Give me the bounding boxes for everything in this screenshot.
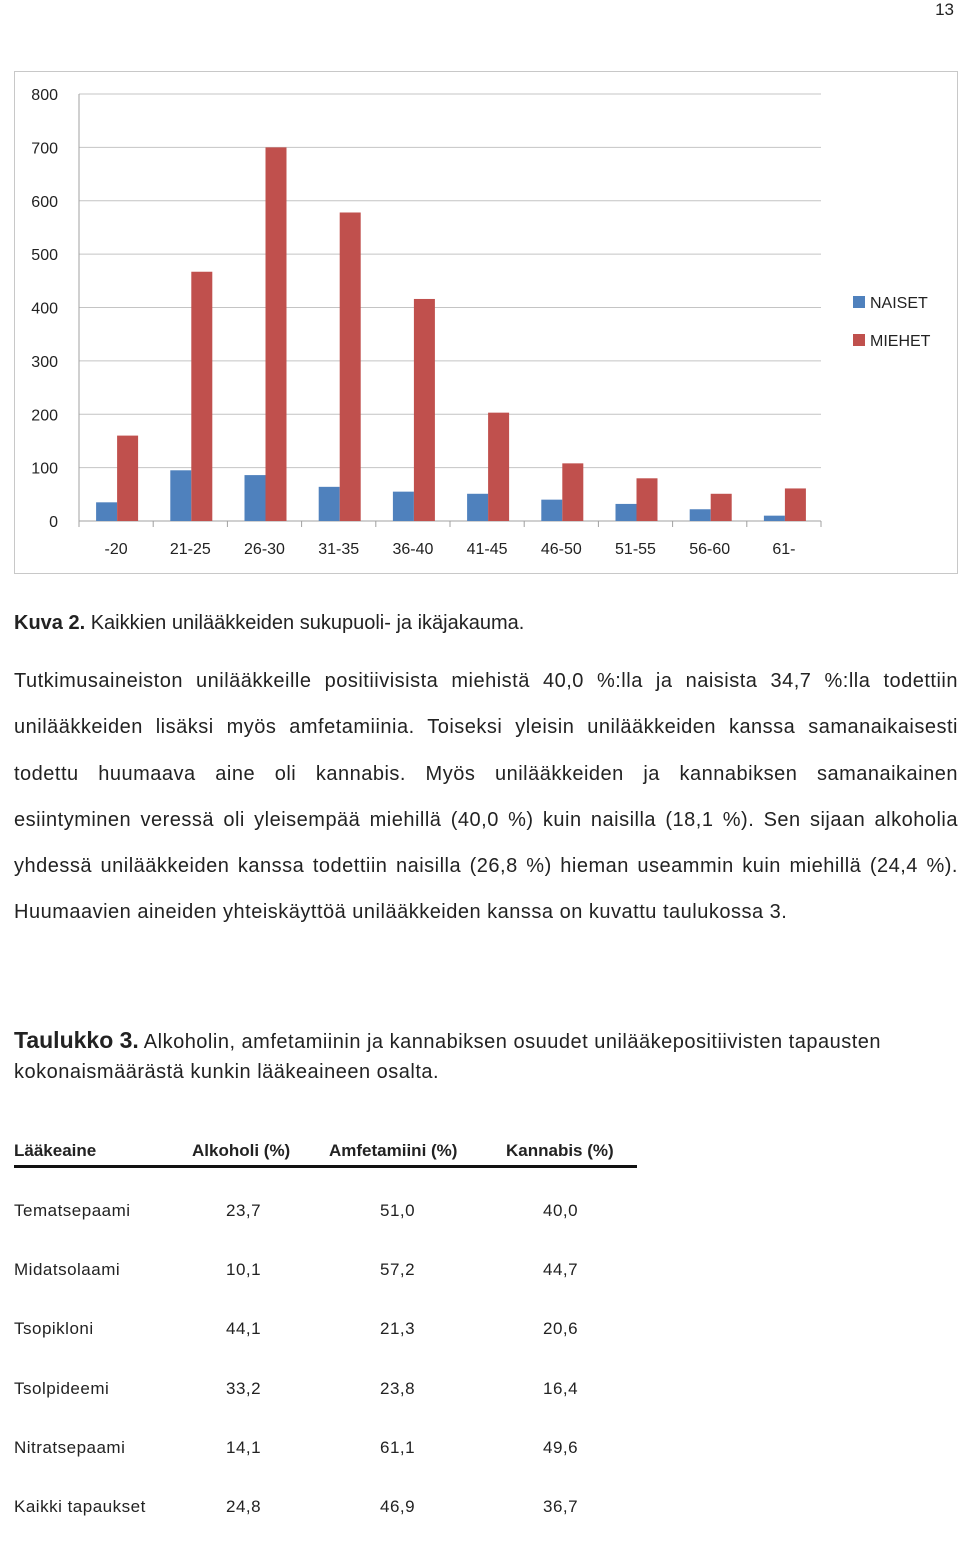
table-header-row [14,1139,637,1168]
legend-swatch [853,296,865,308]
y-tick-label: 200 [31,407,58,425]
figure-caption-label: Kuva 2. [14,612,86,634]
y-tick-label: 0 [49,514,58,531]
table-cell: 24,8 [226,1496,262,1516]
chart-frame [14,71,958,574]
table-row [14,1497,637,1556]
bar-miehet [562,463,583,521]
table-title-label: Taulukko 3. [14,1027,139,1053]
bar-miehet [414,299,435,521]
y-tick-label: 700 [31,140,58,158]
bar-miehet [488,413,509,521]
bar-miehet [711,494,732,521]
table-cell: 61,1 [380,1437,416,1457]
bar-naiset [467,494,488,521]
y-tick-label: 800 [31,87,58,104]
table-cell: 46,9 [380,1496,416,1516]
table-header-cell: Kannabis (%) [506,1141,614,1160]
legend-label: NAISET [870,295,928,312]
table-header-cell: Lääkeaine [14,1141,97,1160]
table-row [14,1260,637,1319]
table-cell: Tsolpideemi [14,1378,110,1398]
body-paragraph: Tutkimusaineiston unilääkkeille positiivisista miehistä 40,0 %:lla ja naisista 34,7 %:lla todettiin unilääkkeiden lisäksi myös amfetamiinia. Toiseksi yleisin unilääkkeiden kanssa samanaikaisesti todettu huumaava aine oli kannabis. Myös unilääkkeiden ja kannabiksen samanaikainen esiintyminen veressä oli yleisempää miehillä (40,0 %) kuin naisilla (18,1 %). Sen sijaan alkoholia yhdessä unilääkkeiden kanssa todettiin naisilla (26,8 %) hieman useammin kuin miehillä (24,4 %). Huumaavien aineiden yhteiskäyttöä unilääkkeiden kanssa on kuvattu taulukossa 3. [14,670,958,924]
x-tick-label: 61- [772,541,796,558]
bar-miehet [191,272,212,521]
x-tick-label: 21-25 [169,541,211,558]
bar-miehet [637,478,658,521]
table-cell: Midatsolaami [14,1260,121,1280]
table-cell: 44,1 [226,1319,262,1339]
y-tick-label: 500 [31,247,58,265]
y-tick-label: 100 [31,460,58,478]
table-title [14,1025,958,1087]
table-header-cell: Amfetamiini (%) [329,1141,458,1160]
x-tick-label: 26-30 [244,541,285,558]
legend-label: MIEHET [870,333,931,350]
data-table [14,1139,637,1556]
figure-caption [14,612,524,635]
figure-caption-text: Kaikkien unilääkkeiden sukupuoli- ja ikäjakauma. [85,612,525,634]
table-row [14,1319,637,1378]
bar-miehet [785,488,806,521]
table-cell: 21,3 [380,1319,416,1339]
table-cell: 36,7 [543,1496,579,1516]
table-cell: 14,1 [226,1437,262,1457]
bar-naiset [541,500,562,521]
table-cell: 49,6 [543,1437,579,1457]
table-cell: 20,6 [543,1319,579,1339]
bar-miehet [266,147,287,521]
table-title-text: Alkoholin, amfetamiinin ja kannabiksen osuudet unilääkepositiivisten tapausten kokonaismäärästä kunkin lääkeaineen osalta. [14,1031,881,1083]
x-tick-label: 41-45 [466,541,508,558]
bar-naiset [616,504,637,521]
legend-swatch [853,334,865,346]
bar-naiset [245,475,266,521]
table-cell: 10,1 [226,1260,262,1280]
y-tick-label: 400 [31,300,58,318]
table-row [14,1379,637,1438]
y-tick-label: 600 [31,193,58,211]
x-tick-label: 56-60 [689,541,731,558]
x-tick-label: 36-40 [392,541,434,558]
table-cell: Nitratsepaami [14,1437,126,1457]
table-cell: Tsopikloni [14,1319,94,1339]
bar-miehet [340,212,361,521]
table-row [14,1438,637,1497]
x-tick-label: 31-35 [318,541,360,558]
bar-naiset [170,470,191,521]
table-cell: 16,4 [543,1378,579,1398]
table-header-cell: Alkoholi (%) [192,1141,291,1160]
x-tick-label: 51-55 [615,541,656,558]
bar-chart [15,72,959,575]
bar-naiset [96,502,117,521]
table-cell: 44,7 [543,1260,579,1280]
bar-naiset [690,509,711,521]
table-row [14,1201,637,1260]
y-tick-label: 300 [31,353,58,371]
table-cell: 40,0 [543,1201,579,1220]
table-cell: 23,7 [226,1201,262,1220]
table-cell: 23,8 [380,1378,416,1398]
bar-naiset [764,516,785,521]
table-cell: Kaikki tapaukset [14,1496,146,1516]
table-cell: 33,2 [226,1378,262,1398]
bar-naiset [319,487,340,521]
table-cell: 51,0 [380,1201,416,1220]
table-cell: Tematsepaami [14,1201,131,1220]
x-tick-label: -20 [104,541,128,558]
page-number: 13 [935,0,954,19]
table-cell: 57,2 [380,1260,416,1280]
bar-miehet [117,436,138,521]
x-tick-label: 46-50 [540,541,582,558]
bar-naiset [393,492,414,521]
